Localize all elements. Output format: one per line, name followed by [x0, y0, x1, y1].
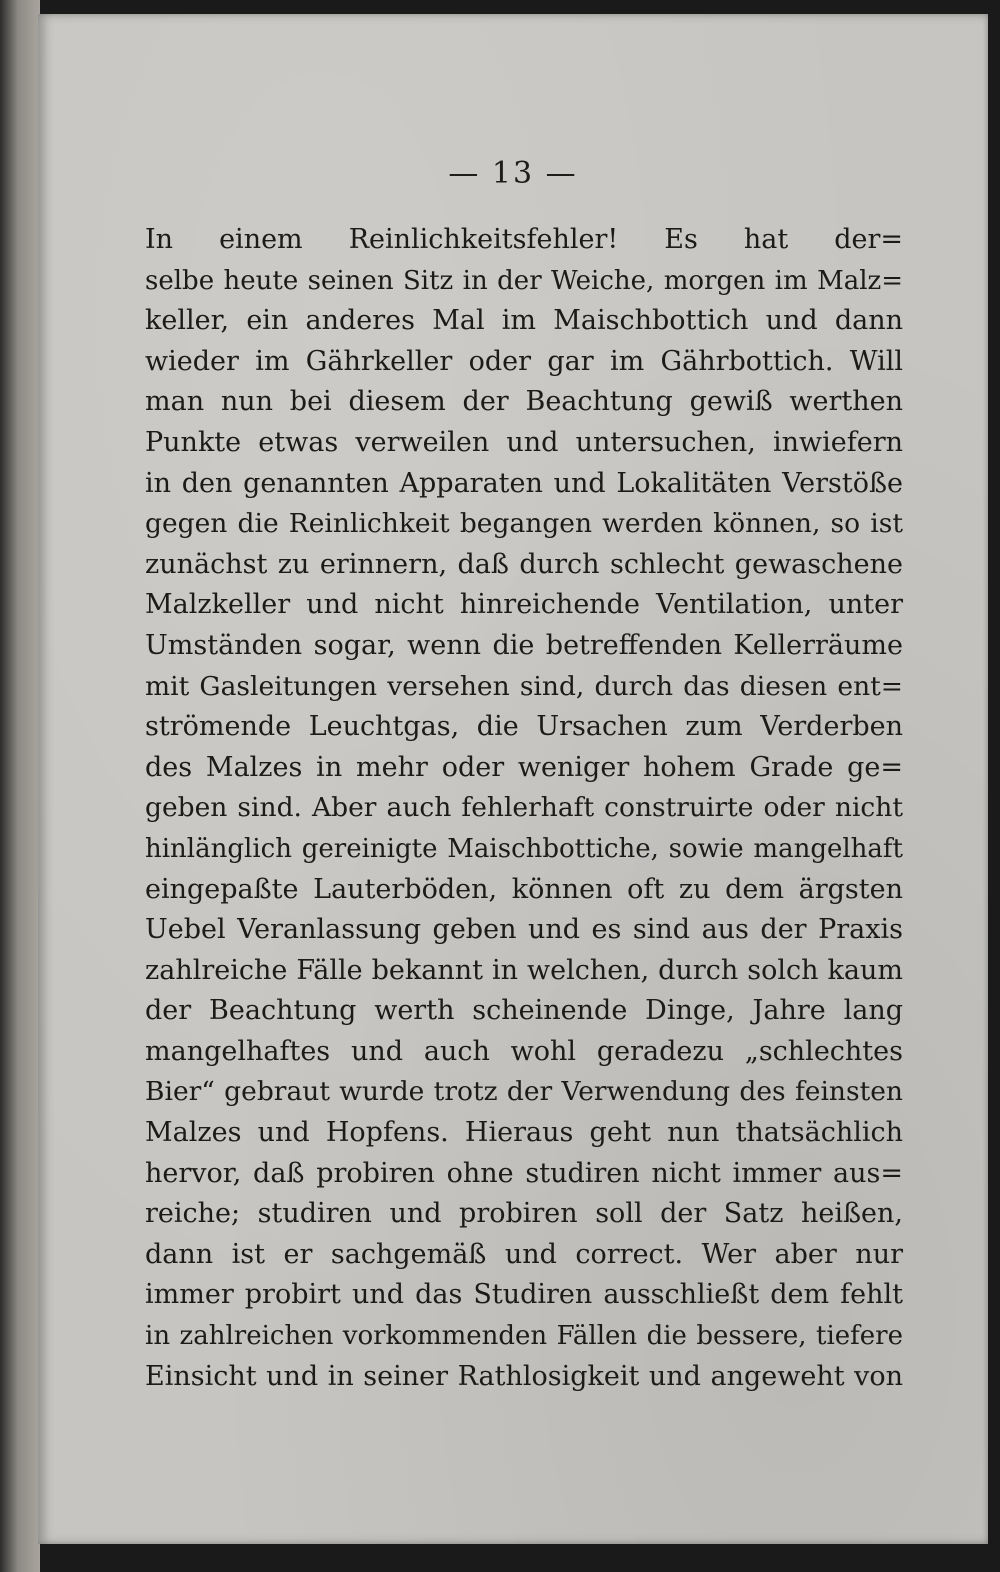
text-line: reiche; studiren und probiren soll der Satz heißen, — [145, 1198, 903, 1230]
text-line: in zahlreichen vorkommenden Fällen die bessere, tiefere — [145, 1321, 903, 1352]
text-line: strömende Leuchtgas, die Ursachen zum Verderben — [145, 711, 903, 743]
text-line: Umständen sogar, wenn die betreffenden Kellerräume — [145, 629, 903, 661]
text-line: des Malzes in mehr oder weniger hohem Grade ge= — [145, 751, 903, 783]
text-line: Bier“ gebraut wurde trotz der Verwendung des feinsten — [145, 1076, 903, 1108]
text-line: zunächst zu erinnern, daß durch schlecht gewaschene — [145, 548, 903, 580]
text-line: der Beachtung werth scheinende Dinge, Jahre lang — [145, 995, 903, 1027]
text-line: Malzes und Hopfens. Hieraus geht nun thatsächlich — [145, 1117, 903, 1149]
text-line: dann ist er sachgemäß und correct. Wer aber nur — [145, 1238, 903, 1270]
text-line: hinlänglich gereinigte Maischbottiche, sowie mangelhaft — [145, 833, 903, 864]
text-line: keller, ein anderes Mal im Maischbottich und dann — [145, 305, 903, 337]
text-line: mangelhaftes und auch wohl geradezu „schlechtes — [145, 1035, 903, 1067]
scan-backdrop — [0, 0, 40, 1572]
text-line: gegen die Reinlichkeit begangen werden können, so ist — [145, 508, 903, 540]
book-page — [38, 14, 988, 1544]
text-line: Malzkeller und nicht hinreichende Ventilation, unter — [145, 589, 903, 621]
text-line: selbe heute seinen Sitz in der Weiche, morgen im Malz= — [145, 265, 903, 296]
text-line: in den genannten Apparaten und Lokalitäten Verstöße — [145, 467, 903, 499]
text-line: Uebel Veranlassung geben und es sind aus der Praxis — [145, 914, 903, 946]
page-number: — 13 — — [448, 156, 578, 191]
text-line: mit Gasleitungen versehen sind, durch das diesen ent= — [145, 670, 903, 702]
text-line: Punkte etwas verweilen und untersuchen, inwiefern — [145, 426, 903, 458]
text-line: zahlreiche Fälle bekannt in welchen, durch solch kaum — [145, 954, 903, 986]
text-line: man nun bei diesem der Beachtung gewiß werthen — [145, 386, 903, 418]
text-line: geben sind. Aber auch fehlerhaft construirte oder nicht — [145, 792, 903, 824]
text-line: eingepaßte Lauterböden, können oft zu dem ärgsten — [145, 873, 903, 905]
text-line: In einem Reinlichkeitsfehler! Es hat der= — [145, 224, 903, 255]
text-line: hervor, daß probiren ohne studiren nicht immer aus= — [145, 1157, 903, 1189]
text-line: Einsicht und in seiner Rathlosigkeit und angeweht von — [145, 1360, 903, 1392]
body-text — [145, 220, 903, 1397]
text-line: immer probirt und das Studiren ausschließt dem fehlt — [145, 1279, 903, 1311]
text-line: wieder im Gährkeller oder gar im Gährbottich. Will — [145, 345, 903, 377]
